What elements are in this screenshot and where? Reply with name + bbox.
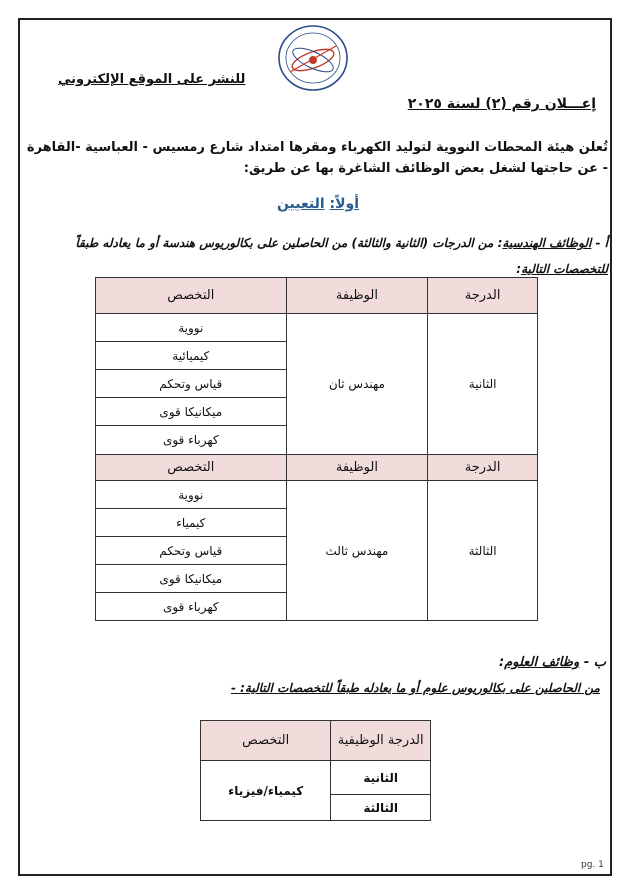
spec-cell: ميكانيكا قوى [96,398,287,426]
spec-cell: قياس وتحكم [96,537,287,565]
section-one-title: أولاً: [329,196,360,212]
page-number: pg. 1 [581,860,604,870]
table-row [201,761,431,795]
engineering-tail-colon: : [516,262,522,276]
spec-cell: كهرباء قوى [96,426,287,455]
table-row [96,314,538,342]
grade-cell: الثالثة [331,795,431,821]
header-spec: التخصص [201,721,331,761]
spec-cell: نووية [96,314,287,342]
grade-cell: الثانية [428,314,538,455]
header-spec: التخصص [96,455,287,481]
spec-cell: قياس وتحكم [96,370,287,398]
publish-note: للنشر على الموقع الإلكتروني [58,72,246,87]
engineering-heading [23,230,608,282]
header-spec: التخصص [96,278,287,314]
engineering-tail: للتخصصات التالية [521,262,608,276]
spec-cell: نووية [96,481,287,509]
spec-cell: كيمياء [96,509,287,537]
announcement-title: إعـــلان رقم (٢) لسنة ٢٠٢٥ [407,96,596,112]
section-one-heading [0,196,636,212]
grade-cell: الثانية [331,761,431,795]
spec-cell: كهرباء قوى [96,593,287,621]
intro-paragraph: تُعلن هيئة المحطات النووية لتوليد الكهرباء ومقرها امتداد شارع رمسيس - العباسية -القاهرة - عن حاجتها لشغل بعض الوظائف الشاغرة بها عن طريق: [26,140,608,176]
table-header-row [96,455,538,481]
job-cell: مهندس ثالث [286,481,428,621]
header-job: الوظيفة [286,278,428,314]
header-grade: الدرجة [428,455,538,481]
spec-cell: كيمياء/فيزياء [201,761,331,821]
table-row [96,481,538,509]
engineering-letter: أ - [595,236,608,250]
atom-globe-logo [270,22,356,94]
table-header-row [96,278,538,314]
engineering-text: : من الدرجات (الثانية والثالثة) من الحاصلين على بكالوريوس هندسة أو ما يعادله طبقاً [75,236,503,250]
header-grade: الدرجة [428,278,538,314]
engineering-title: الوظائف الهندسية [502,236,592,250]
engineering-table [95,277,538,621]
spec-cell: كيميائية [96,342,287,370]
science-table [200,720,431,821]
header-grade: الدرجة الوظيفية [331,721,431,761]
science-heading [499,655,606,670]
science-colon: : [498,655,505,670]
header-job: الوظيفة [286,455,428,481]
spec-cell: ميكانيكا قوى [96,565,287,593]
job-cell: مهندس ثان [286,314,428,455]
science-letter: ب - [583,655,606,670]
science-title: وظائف العلوم [504,655,580,670]
grade-cell: الثالثة [428,481,538,621]
science-subtitle: من الحاصلين على بكالوريوس علوم أو ما يعادله طبقاً للتخصصات التالية: - [230,681,600,695]
table-header-row [201,721,431,761]
section-one-subtitle: التعيين [276,196,325,212]
